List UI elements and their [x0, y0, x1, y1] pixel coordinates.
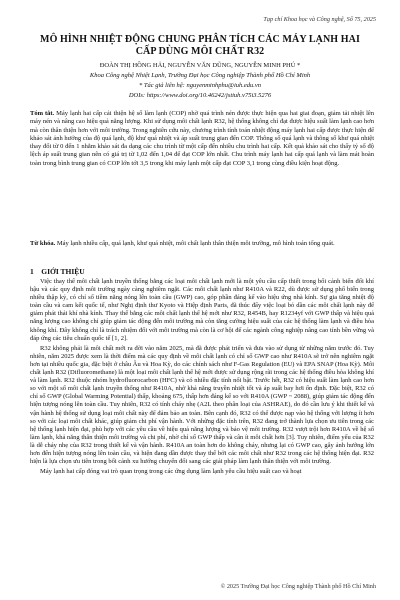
- affiliation: Khoa Công nghệ Nhiệt Lạnh, Trường Đại học Công nghiệp Thành phố Hồ Chí Minh: [89, 72, 311, 79]
- abstract-label: Tóm tắt.: [30, 110, 55, 117]
- keywords-text: Máy lạnh nhiều cấp, quá lạnh, khư quá nhiệt, môi chất lạnh thân thiện môi trường, mô hình toán tổng quát.: [56, 240, 335, 247]
- copyright-footer: © 2025 Trường Đại học Công nghiệp Thành phố Hồ Chí Minh: [220, 583, 376, 590]
- keywords: [30, 240, 374, 248]
- abstract: [30, 110, 374, 168]
- abstract-text: Máy lạnh hai cấp cải thiện hệ số làm lạnh (COP) nhờ quá trình nén được thực hiện qua hai giai đoạn, giảm tải nhiệt lên máy nén và nâng cao hiệu quả năng lượng. Khi sử dụng môi chất lạnh R32, hệ thống không chỉ đạt được hiệu suất làm lạnh cao hơn mà còn thân thiện hơn với môi trường. Trong nghiên cứu này, chương trình tính toán nhiệt động máy lạnh hai cấp được thực hiện để khảo sát ảnh hưởng của độ quá lạnh, độ khư quá nhiệt và áp suất trung gian đến COP. Thông số quá lạnh và thông số khư quá nhiệt thay đổi từ 0 đến 1 nhằm khảo sát đa dạng các chu trình từ một cấp đến nhiều chu trình hai cấp. Kết quả khảo sát cho thấy tỷ số độ lệch áp suất trung gian nên có giá trị từ 1,02 đến 1,04 để đạt COP lớn nhất. Chu trình máy lạnh hai cấp quá lạnh và làm mát hoàn toàn trong bình trung gian có COP lớn tới 3,5 trong khi máy lạnh một cấp đạt COP 3,1 trong cùng điều kiện hoạt động.: [30, 110, 375, 167]
- authors: ĐOÀN THỊ HỒNG HẢI, NGUYỄN VĂN DŨNG, NGUYỄN MINH PHÚ *: [99, 62, 301, 69]
- paragraph: R32 không phải là môi chất mới ra đời vào năm 2025, mà đã được phát triển và đưa vào sử dụng từ những năm trước đó. Tuy nhiên, năm 2025 được xem là thời điểm mà các quy định về môi chất lạnh có chỉ số GWP cao như R410A sẽ trở nên nghiêm ngặt hơn tại nhiều quốc gia, đặc biệt ở châu Âu và Hoa Kỳ, do các chính sách như F-Gas Regulation (EU) và EPA SNAP (Hoa Kỳ). Môi chất lạnh R32 (Difluoromethane) là một loại môi chất lạnh thế hệ mới được sử dụng rộng rãi trong các hệ thống điều hòa không khí và làm lạnh. R32 thuộc nhóm hydrofluorocarbon (HFC) và có nhiều đặc tính nổi bật. Trước hết, R32 có hiệu suất làm lạnh cao hơn so với một số môi chất lạnh truyền thống như R410A, nhờ khả năng truyền nhiệt tốt và áp suất bay hơi ổn định. Đặc biệt, R32 có chỉ số GWP (Global Warming Potential) thấp, khoảng 675, thấp hơn đáng kể so với R410A (GWP ~ 2088), giúp giảm tác động đến hiện tượng nóng lên toàn cầu. Tuy nhiên, R32 có tính cháy nhẹ (A2L theo phân loại của ASHRAE), do đó cần lưu ý khi thiết kế và vận hành hệ thống sử dụng loại môi chất này để đảm bảo an toàn. Bên cạnh đó, R32 có thể được nạp vào hệ thống với lượng ít hơn so với các loại môi chất khác, giúp giảm chi phí vận hành. Với những đặc tính trên, R32 đang trở thành lựa chọn ưu tiên trong các hệ thống lạnh hiện đại, phù hợp với các yêu cầu về hiệu quả năng lượng và bảo vệ môi trường. R32 vượt trội hơn R410A về hệ số làm lạnh, khả năng thân thiện môi trường và chi phí, nhờ chỉ số GWP thấp và cân ít môi chất hơn [3]. Tuy nhiên, điểm yếu của R32 là dễ cháy nhẹ của R32 trong thiết kế và vận hành. R410A an toàn hơn do không cháy, nhưng lại có GWP cao, gây ảnh hưởng lớn hơn đến hiện tượng nóng lên toàn cầu, và hiện đang dần được thay thế bởi các môi chất như R32 trong các hệ thống hiện đại. R32 hiện là lựa chọn ưu tiên trong bối cảnh xu hướng chuyển đổi sang các giải pháp làm lạnh thân thiện với môi trường.: [30, 344, 374, 466]
- paper-title: MÔ HÌNH NHIỆT ĐỘNG CHUNG PHÂN TÍCH CÁC MÁY LẠNH HAI CẤP DÙNG MÔI CHẤT R32: [40, 34, 360, 57]
- section-number: 1: [30, 267, 34, 276]
- paragraph: Máy lạnh hai cấp đóng vai trò quan trọng trong các ứng dụng làm lạnh yêu cầu hiệu suất cao và hoạt: [40, 468, 302, 476]
- section-heading: [30, 267, 85, 276]
- keywords-label: Từ khóa.: [30, 240, 56, 247]
- body-text: [30, 278, 374, 478]
- paragraph: Việc thay thế môi chất lạnh truyền thống bằng các loại môi chất lạnh mới là một yêu cầu cấp thiết trong bối cảnh biến đổi khí hậu và các quy định môi trường ngày càng nghiêm ngặt. Các môi chất lạnh như R410A và R22, dù được sử dụng phổ biến trong nhiều thập kỷ, có chỉ số tiềm năng nóng lên toàn cầu (GWP) cao, góp phần đáng kể vào hiệu ứng nhà kính. Sự gia tăng nhiệt độ toàn cầu và cam kết quốc tế, như Nghị định thư Kyoto và Hiệp định Paris, đã thúc đẩy việc loại bỏ dần các môi chất lạnh này để giảm phát thải khí nhà kính. Thay thế bằng các môi chất lạnh thế hệ mới như R32, R454B, hay R1234yf với GWP thấp và hiệu quả năng lượng cao không chỉ giúp giảm tác động đến môi trường mà còn tăng cường hiệu suất của các hệ thống làm lạnh và điều hòa không khí. Đây không chỉ là trách nhiệm đối với môi trường mà còn là cơ hội để các ngành công nghiệp nâng cao tính bền vững và đáp ứng các tiêu chuẩn quốc tế [1, 2].: [30, 278, 374, 342]
- doi-link[interactable]: DOIs: https://www.doi.org/10.46242/jstiuh.v75i3.5276: [128, 92, 272, 99]
- corresponding-author: * Tác giả liên hệ: nguyenminhphu@iuh.edu.vn: [138, 82, 262, 89]
- journal-header: Tạp chí Khoa học và Công nghệ, Số 75, 2025: [263, 16, 376, 23]
- section-title: GIỚI THIỆU: [41, 267, 85, 276]
